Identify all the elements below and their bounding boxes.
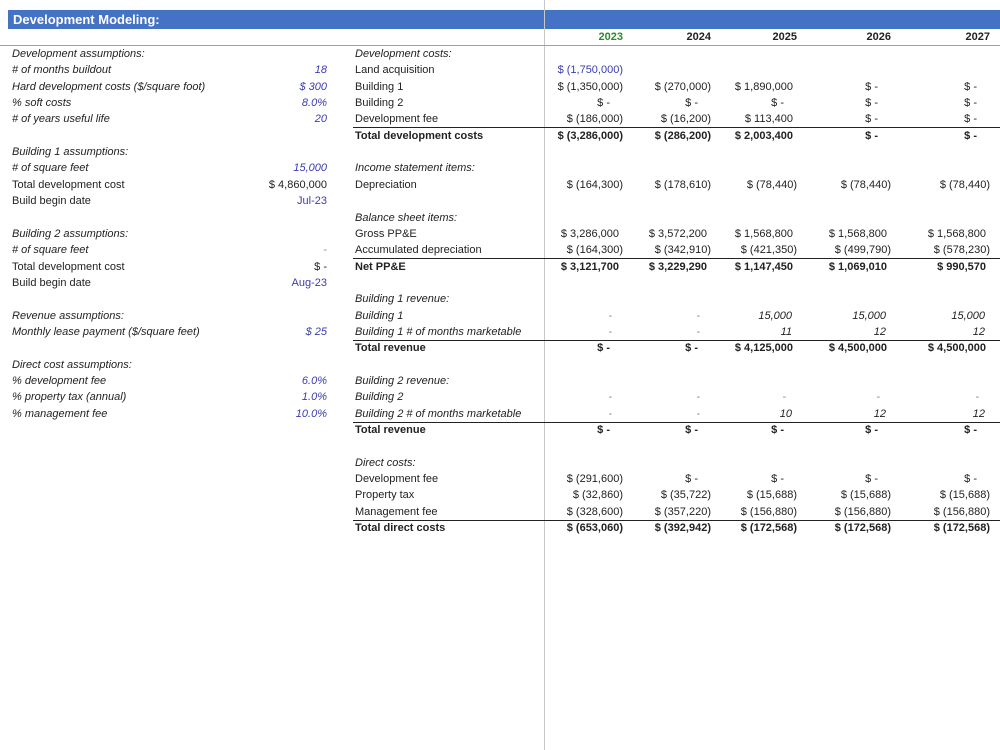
table-row [0, 389, 1000, 405]
assumption-value[interactable]: 20 [314, 113, 327, 126]
cell-2025: $ - [771, 424, 784, 437]
cell-2023: $ 3,286,000 [560, 227, 619, 240]
sheet-title: Development Modeling: [13, 12, 160, 27]
row-label: # of years useful life [12, 113, 110, 126]
cell-2024: $ (286,200) [654, 129, 711, 142]
cell-2025: $ - [771, 97, 784, 110]
row-label: Monthly lease payment ($/square feet) [12, 325, 200, 338]
cell-2025: $ (78,440) [746, 178, 797, 191]
assumption-value[interactable]: 1.0% [301, 391, 327, 404]
row-label: % development fee [12, 375, 107, 387]
cell-2026: $ 1,069,010 [828, 260, 887, 273]
row-label: % management fee [12, 407, 108, 420]
row-label: Direct cost assumptions: [12, 358, 132, 371]
cell-2023: - [608, 407, 612, 420]
cell-2027: $ - [964, 80, 977, 93]
cell-2023: $ - [597, 424, 610, 437]
row-label: Accumulated depreciation [355, 244, 482, 257]
cell-2024: $ - [685, 424, 698, 437]
row-label: Net PP&E [355, 260, 406, 273]
cell-2027: $ - [964, 424, 977, 437]
cell-2023: $ (1,350,000) [557, 80, 623, 93]
total-row [0, 422, 1000, 438]
section-heading [0, 455, 1000, 471]
row-label: Revenue assumptions: [12, 309, 124, 322]
cell-2025: $ - [771, 473, 784, 486]
row-label: Building 2 # of months marketable [355, 407, 522, 420]
cell-2026: $ - [865, 80, 878, 93]
cell-2026: $ - [865, 97, 878, 110]
cell-2023: $ (164,300) [566, 178, 623, 191]
cell-2025: $ 113,400 [744, 113, 793, 126]
row-label: Hard development costs ($/square foot) [12, 80, 206, 93]
table-row [0, 79, 1000, 95]
cell-2027: $ - [964, 113, 977, 126]
assumption-row [0, 193, 340, 209]
cell-2025: $ 4,125,000 [734, 342, 793, 355]
table-row [0, 324, 1000, 340]
table-row [0, 308, 1000, 324]
cell-2024: $ (178,610) [654, 178, 711, 191]
year-header-2025: 2025 [772, 31, 797, 43]
table-row [0, 487, 1000, 503]
cell-2023: $ (164,300) [566, 244, 623, 257]
row-label: Building 2 [355, 97, 404, 110]
row-label: Land acquisition [355, 64, 435, 77]
cell-2026: 12 [873, 407, 886, 420]
cell-2027: $ (578,230) [933, 244, 990, 257]
cell-2024: $ 3,572,200 [648, 227, 707, 240]
section-heading [0, 210, 1000, 226]
row-label: % soft costs [12, 97, 72, 110]
assumption-value[interactable]: 18 [314, 64, 327, 77]
row-label: Build begin date [12, 195, 91, 208]
assumption-value[interactable]: Jul-23 [297, 195, 327, 208]
cell-2027: 12 [972, 407, 985, 420]
row-label: Management fee [355, 505, 438, 518]
assumption-row [0, 275, 340, 291]
cell-2027: $ (15,688) [939, 489, 990, 502]
assumption-value[interactable]: $ 25 [305, 325, 327, 338]
cell-2027: $ 990,570 [937, 260, 986, 273]
cell-2023: - [608, 325, 612, 338]
table-row [0, 111, 1000, 127]
assumption-value[interactable]: - [323, 244, 327, 257]
cell-2026: $ (156,880) [834, 505, 891, 518]
row-label: Development fee [355, 473, 439, 486]
cell-2024: - [696, 309, 700, 322]
row-label: Total development costs [355, 129, 484, 142]
cell-2027: $ 4,500,000 [927, 342, 986, 355]
cell-2025: 10 [779, 407, 792, 420]
cell-2027: $ - [964, 129, 977, 142]
cell-2023: $ (3,286,000) [557, 129, 623, 142]
year-header-2026: 2026 [866, 31, 891, 43]
row-label: % property tax (annual) [12, 391, 127, 404]
cell-2023: $ - [597, 342, 610, 355]
cell-2026: 12 [873, 325, 886, 338]
row-label: Property tax [355, 489, 415, 502]
table-row [0, 242, 1000, 258]
cell-2023: $ (328,600) [566, 505, 623, 518]
row-label: Total direct costs [355, 522, 446, 535]
cell-2024: - [696, 407, 700, 420]
year-header-2027: 2027 [965, 31, 990, 43]
cell-2027: 15,000 [951, 309, 985, 322]
cell-2024: - [696, 325, 700, 338]
cell-2025: $ (421,350) [740, 244, 797, 257]
row-label: Development fee [355, 113, 439, 126]
cell-2023: - [608, 391, 612, 404]
assumption-value[interactable]: 6.0% [301, 375, 327, 387]
cell-2027: - [975, 391, 979, 404]
cell-2025: $ (156,880) [740, 505, 797, 518]
row-label: Income statement items: [355, 162, 475, 175]
row-label: # of square feet [12, 162, 89, 175]
cell-2026: $ - [865, 113, 878, 126]
cell-2024: $ - [685, 97, 698, 110]
cell-2026: $ (172,568) [834, 522, 891, 535]
row-label: Balance sheet items: [355, 211, 458, 224]
cell-2027: $ - [964, 97, 977, 110]
section-heading [0, 46, 1000, 62]
cell-2026: $ - [865, 129, 878, 142]
cell-2023: $ - [597, 97, 610, 110]
cell-2026: $ 1,568,800 [828, 227, 887, 240]
cell-2024: $ (392,942) [654, 522, 711, 535]
table-row [0, 226, 1000, 242]
row-label: Building 2 assumptions: [12, 227, 129, 240]
row-label: Depreciation [355, 178, 417, 191]
row-label: Total development cost [12, 260, 125, 273]
assumption-value[interactable]: Aug-23 [291, 276, 327, 289]
row-label: Building 2 revenue: [355, 375, 450, 387]
table-row [0, 406, 1000, 422]
cell-2026: $ - [865, 424, 878, 437]
assumption-value[interactable]: 15,000 [293, 162, 327, 175]
section-heading [0, 144, 340, 160]
year-header-2023: 2023 [598, 31, 623, 43]
cell-2026: $ 4,500,000 [828, 342, 887, 355]
cell-2025: $ (172,568) [740, 522, 797, 535]
cell-2025: $ 2,003,400 [734, 129, 793, 142]
assumption-value: $ - [314, 260, 327, 273]
sheet-title-bar [8, 10, 1000, 29]
table-row [0, 95, 1000, 111]
cell-2027: $ (78,440) [939, 178, 990, 191]
row-label: Building 1 # of months marketable [355, 325, 522, 338]
cell-2023: $ (291,600) [566, 473, 623, 486]
cell-2026: $ (78,440) [840, 178, 891, 191]
assumption-value[interactable]: 8.0% [301, 97, 327, 110]
cell-2024: $ - [685, 342, 698, 355]
cell-2026: - [876, 391, 880, 404]
cell-2025: 11 [780, 325, 792, 338]
row-label: Gross PP&E [355, 227, 417, 240]
assumption-value[interactable]: $ 300 [299, 80, 327, 93]
cell-2026: $ (15,688) [840, 489, 891, 502]
cell-2025: $ (15,688) [746, 489, 797, 502]
section-heading [0, 160, 1000, 176]
total-row [0, 520, 1000, 536]
cell-2027: $ 1,568,800 [927, 227, 986, 240]
cell-2024: $ (357,220) [654, 505, 711, 518]
table-row [0, 177, 1000, 193]
cell-2024: $ (270,000) [654, 80, 711, 93]
row-label: Build begin date [12, 276, 91, 289]
row-label: # of months buildout [12, 64, 112, 77]
cell-2026: 15,000 [852, 309, 886, 322]
row-label: Building 1 [355, 80, 404, 93]
total-row [0, 340, 1000, 356]
cell-2023: $ (1,750,000) [557, 64, 623, 77]
cell-2027: $ - [964, 473, 977, 486]
cell-2024: $ (35,722) [660, 489, 711, 502]
row-label: Total revenue [355, 342, 426, 355]
row-label: Building 2 [355, 391, 404, 404]
cell-2027: $ (172,568) [933, 522, 990, 535]
row-label: Building 1 assumptions: [12, 146, 129, 159]
cell-2025: $ 1,890,000 [734, 80, 793, 93]
cell-2025: 15,000 [758, 309, 792, 322]
assumption-value[interactable]: 10.0% [295, 407, 327, 420]
section-heading [0, 291, 1000, 307]
total-row [0, 259, 1000, 275]
cell-2023: - [608, 309, 612, 322]
cell-2024: $ - [685, 473, 698, 486]
cell-2023: $ (186,000) [566, 113, 623, 126]
cell-2025: - [782, 391, 786, 404]
section-heading [0, 357, 340, 373]
year-header-2024: 2024 [686, 31, 711, 43]
cell-2023: $ (32,860) [572, 489, 623, 502]
section-heading [0, 373, 1000, 389]
cell-2025: $ 1,568,800 [734, 227, 793, 240]
cell-2023: $ 3,121,700 [560, 260, 619, 273]
cell-2027: $ (156,880) [933, 505, 990, 518]
row-label: Direct costs: [355, 456, 416, 469]
assumption-value: $ 4,860,000 [268, 178, 327, 191]
table-row [0, 504, 1000, 520]
cell-2024: - [696, 391, 700, 404]
total-row [0, 128, 1000, 144]
row-label: Building 1 [355, 309, 404, 322]
table-row [0, 62, 1000, 78]
cell-2024: $ (342,910) [654, 244, 711, 257]
row-label: # of square feet [12, 244, 89, 257]
table-row [0, 471, 1000, 487]
cell-2026: $ - [865, 473, 878, 486]
row-label: Building 1 revenue: [355, 293, 450, 306]
row-label: Development costs: [355, 48, 452, 60]
cell-2024: $ 3,229,290 [648, 260, 707, 273]
cell-2027: 12 [972, 325, 985, 338]
row-label: Development assumptions: [12, 48, 145, 60]
cell-2026: $ (499,790) [834, 244, 891, 257]
cell-2024: $ (16,200) [660, 113, 711, 126]
cell-2025: $ 1,147,450 [734, 260, 793, 273]
cell-2023: $ (653,060) [566, 522, 623, 535]
row-label: Total development cost [12, 178, 125, 191]
row-label: Total revenue [355, 424, 426, 437]
